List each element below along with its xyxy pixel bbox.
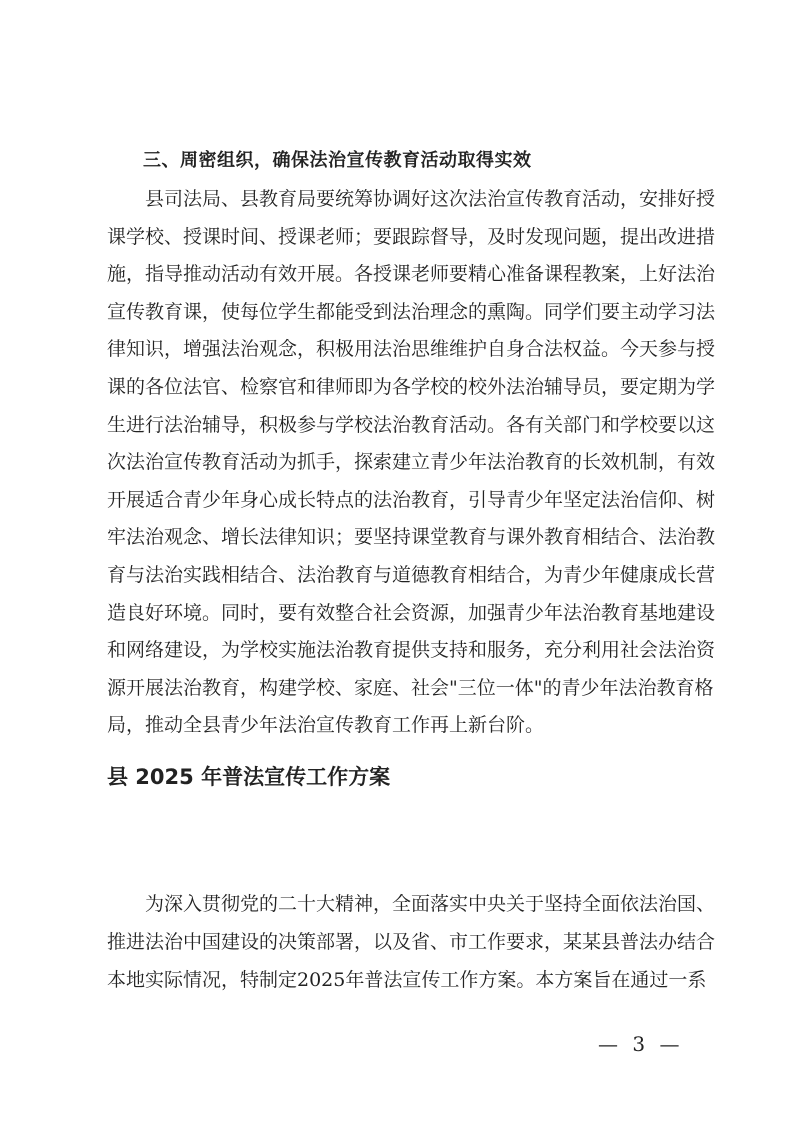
page-number: — 3 — xyxy=(598,1032,684,1056)
text-line: 造良好环境。同时，要有效整合社会资源，加强青少年法治教育基地建设 xyxy=(107,601,716,624)
text-line: 宣传教育课，使每位学生都能受到法治理念的熏陶。同学们要主动学习法 xyxy=(107,300,716,323)
text-line: 本地实际情况，特制定2025年普法宣传工作方案。本方案旨在通过一系 xyxy=(107,969,707,991)
text-line: 律知识，增强法治观念，积极用法治思维维护自身合法权益。今天参与授 xyxy=(107,338,716,361)
text-line: 育与法治实践相结合、法治教育与道德教育相结合，为青少年健康成长营 xyxy=(107,564,716,586)
text-line: 次法治宣传教育活动为抓手，探索建立青少年法治教育的长效机制，有效 xyxy=(107,451,716,474)
document-title: 县 2025 年普法宣传工作方案 xyxy=(107,765,391,789)
section-heading: 三、周密组织，确保法治宣传教育活动取得实效 xyxy=(143,150,532,171)
text-line: 推进法治中国建设的决策部署，以及省、市工作要求，某某县普法办结合 xyxy=(107,931,716,953)
text-line: 源开展法治教育，构建学校、家庭、社会"三位一体"的青少年法治教育格 xyxy=(107,676,714,699)
text-line: 县司法局、县教育局要统筹协调好这次法治宣传教育活动，安排好授 xyxy=(145,188,716,210)
text-line: 课学校、授课时间、授课老师；要跟踪督导，及时发现问题，提出改进措 xyxy=(107,225,716,248)
text-line: 牢法治观念、增长法律知识；要坚持课堂教育与课外教育相结合、法治教 xyxy=(107,526,716,549)
text-line: 生进行法治辅导，积极参与学校法治教育活动。各有关部门和学校要以这 xyxy=(107,413,716,436)
text-line: 局，推动全县青少年法治宣传教育工作再上新台阶。 xyxy=(107,714,545,737)
text-line: 施，指导推动活动有效开展。各授课老师要精心准备课程教案，上好法治 xyxy=(107,263,716,286)
text-line: 课的各位法官、检察官和律师即为各学校的校外法治辅导员，要定期为学 xyxy=(107,376,716,398)
text-line: 为深入贯彻党的二十大精神，全面落实中央关于坚持全面依法治国、 xyxy=(145,893,716,915)
text-line: 和网络建设，为学校实施法治教育提供支持和服务，充分利用社会法治资 xyxy=(107,639,716,662)
text-line: 开展适合青少年身心成长特点的法治教育，引导青少年坚定法治信仰、树 xyxy=(107,488,716,511)
